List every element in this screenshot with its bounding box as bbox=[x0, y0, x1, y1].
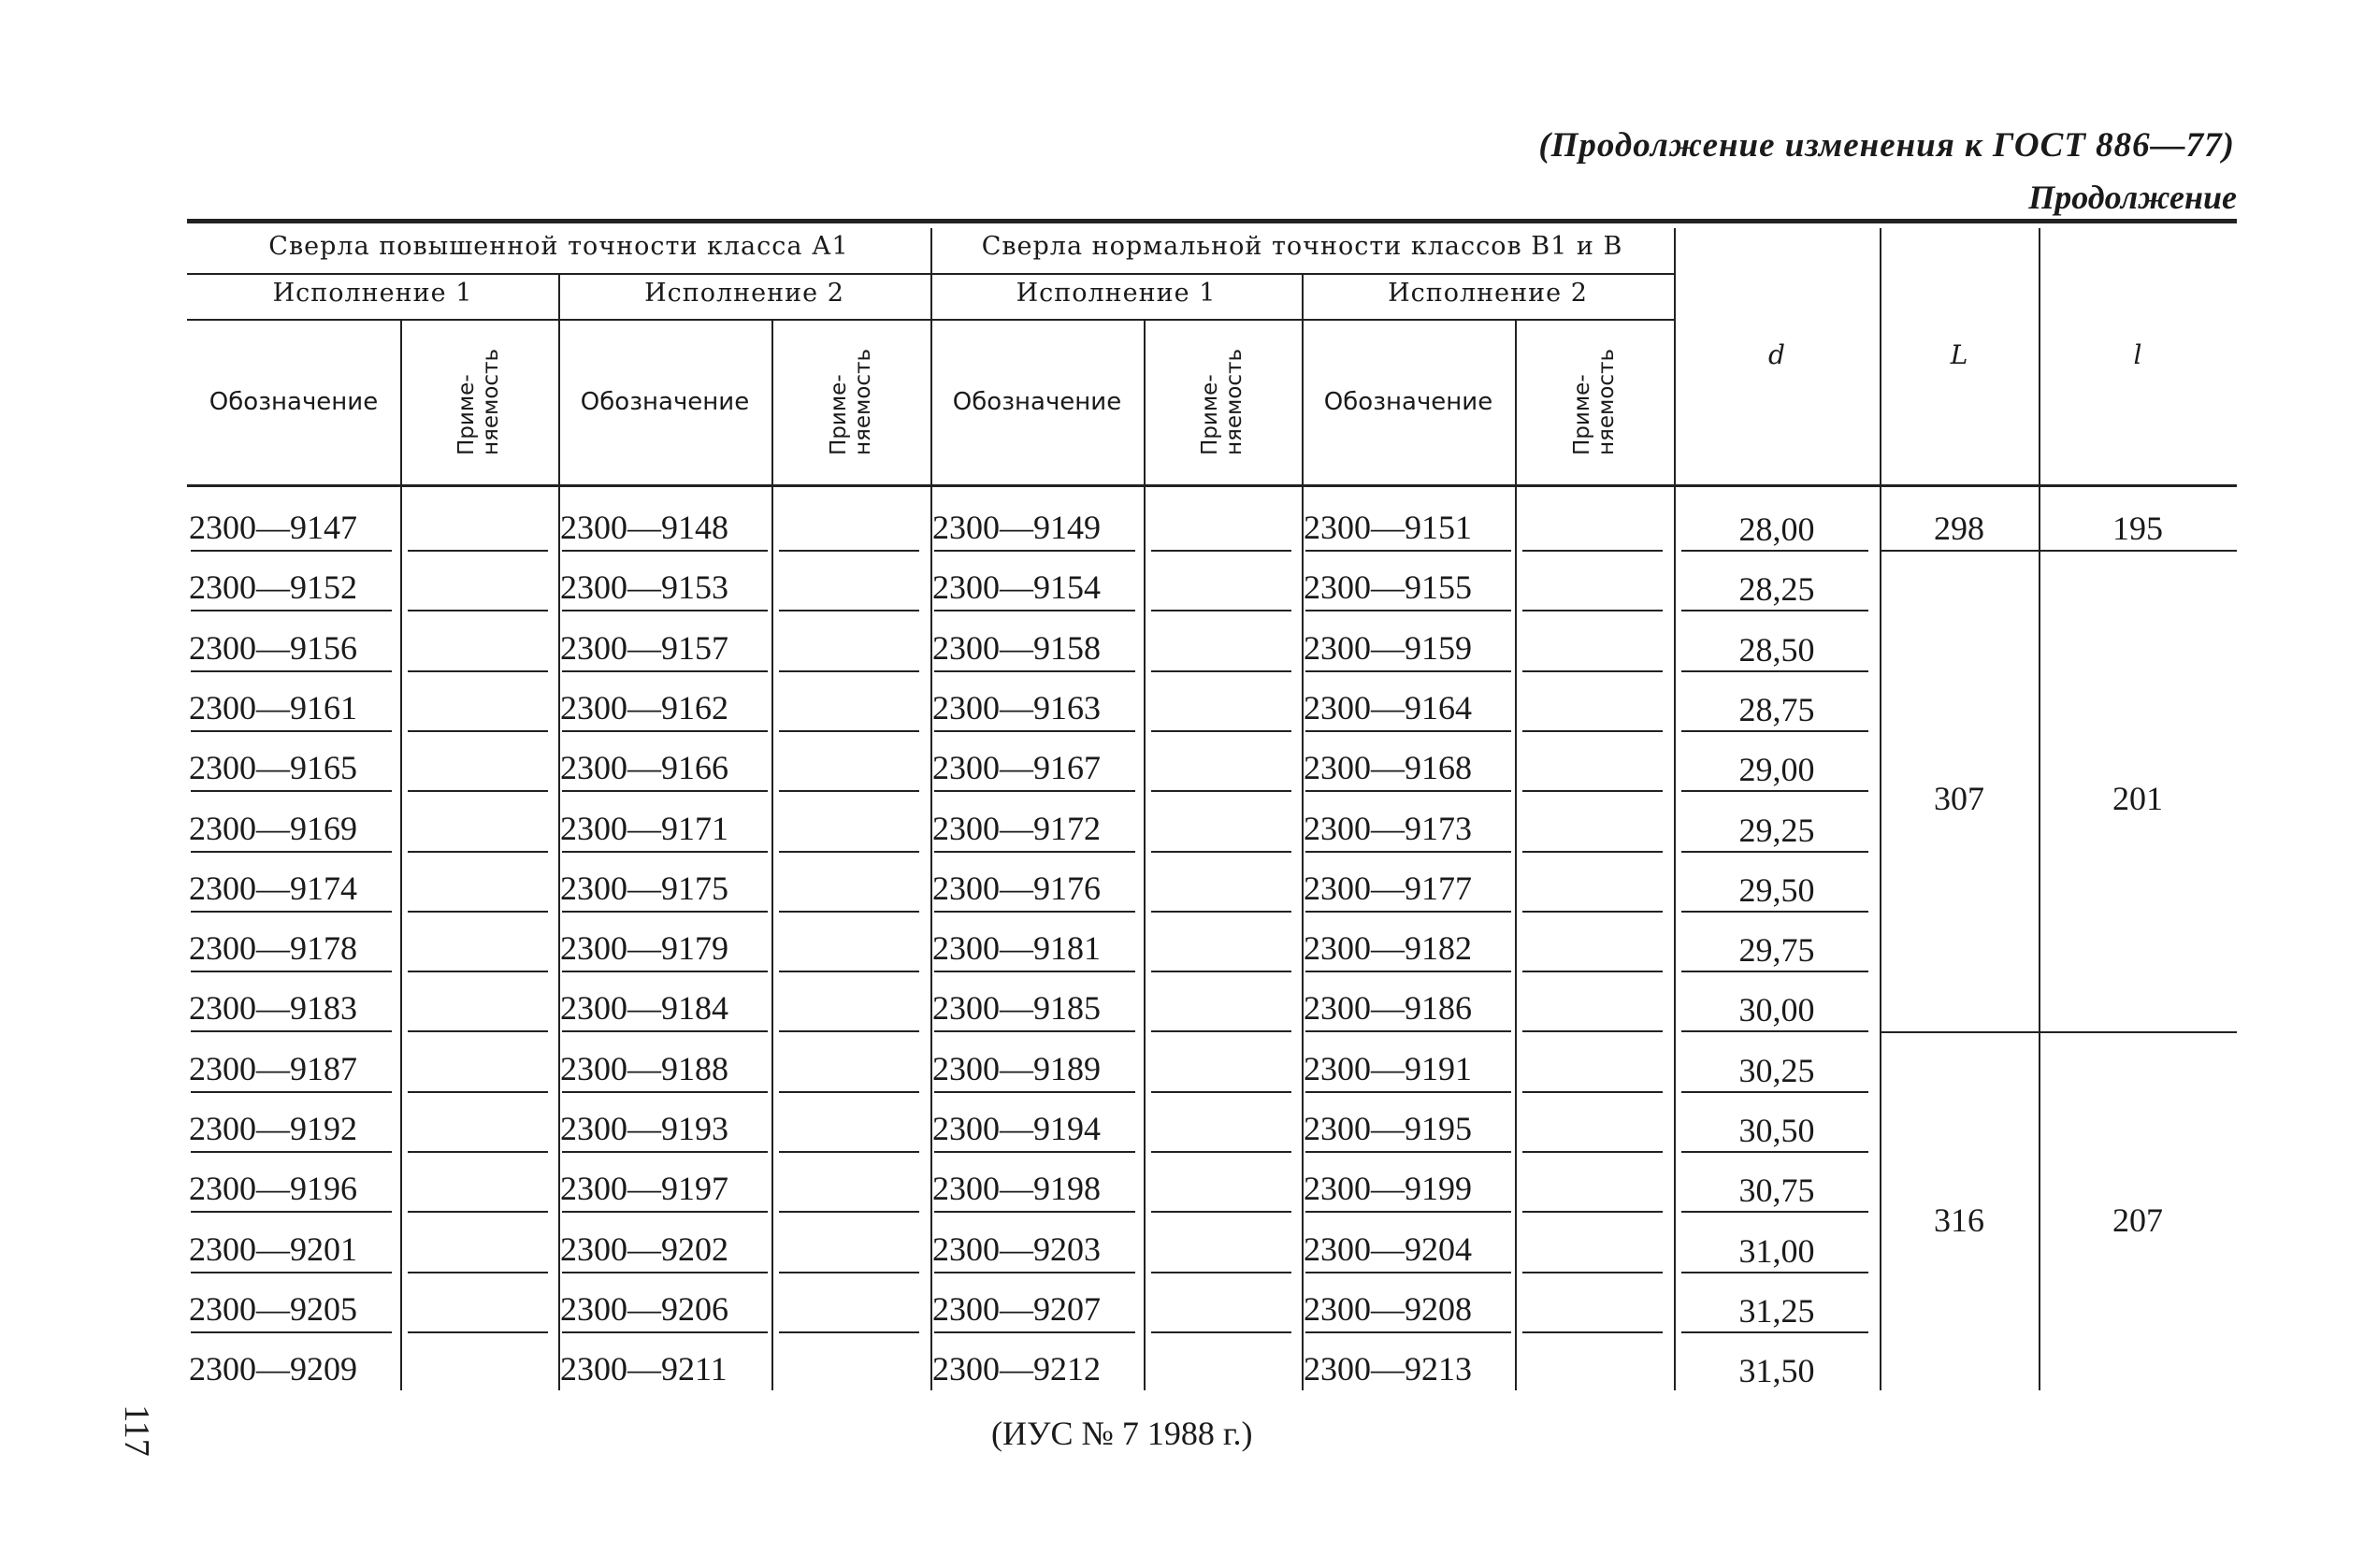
applicability-header-1 bbox=[400, 320, 558, 484]
row-rule bbox=[408, 1211, 548, 1213]
row-rule bbox=[1522, 851, 1663, 853]
row-rule bbox=[1522, 1331, 1663, 1333]
row-rule bbox=[408, 730, 548, 732]
grid-line bbox=[1674, 228, 1676, 1390]
row-rule bbox=[191, 1331, 392, 1333]
row-rule bbox=[1522, 1272, 1663, 1273]
row-rule bbox=[779, 1272, 919, 1273]
row-rule bbox=[562, 1211, 768, 1213]
designation-cell: 2300—9187 bbox=[189, 1049, 357, 1087]
grid-line bbox=[187, 319, 558, 321]
diameter-cell: 31,25 bbox=[1738, 1291, 1815, 1330]
diameter-cell: 29,25 bbox=[1738, 811, 1815, 849]
row-rule bbox=[1305, 550, 1511, 552]
row-rule bbox=[1681, 790, 1868, 792]
diameter-cell: 30,50 bbox=[1738, 1112, 1815, 1149]
row-rule bbox=[1681, 1272, 1868, 1273]
designation-header-3: Обозначение bbox=[952, 388, 1122, 416]
row-rule bbox=[562, 1151, 768, 1153]
total-length-header: L bbox=[1950, 338, 1968, 370]
total-length-cell: 298 bbox=[1934, 510, 1984, 548]
row-rule bbox=[1151, 790, 1291, 792]
row-rule bbox=[1305, 1030, 1511, 1032]
designation-cell: 2300—9208 bbox=[1304, 1289, 1472, 1328]
variant-header-4: Исполнение 2 bbox=[1388, 278, 1588, 308]
working-length-cell: 207 bbox=[2112, 1201, 2163, 1239]
row-rule bbox=[779, 1331, 919, 1333]
applicability-label: Приме- няемость bbox=[1198, 348, 1247, 456]
diameter-header: d bbox=[1768, 338, 1785, 370]
designation-cell: 2300—9184 bbox=[560, 989, 728, 1028]
row-rule bbox=[1681, 1211, 1868, 1213]
diameter-cell: 30,00 bbox=[1738, 991, 1815, 1029]
row-rule bbox=[191, 1091, 392, 1093]
row-rule bbox=[1681, 911, 1868, 913]
row-rule bbox=[1305, 1211, 1511, 1213]
total-length-cell: 307 bbox=[1934, 780, 1984, 818]
designation-header-1: Обозначение bbox=[209, 388, 379, 416]
row-rule bbox=[1305, 670, 1511, 672]
row-rule bbox=[1681, 670, 1868, 672]
row-rule bbox=[562, 971, 768, 972]
row-rule bbox=[1305, 1272, 1511, 1273]
designation-cell: 2300—9152 bbox=[189, 568, 357, 607]
row-rule bbox=[408, 1030, 548, 1032]
row-rule bbox=[1305, 851, 1511, 853]
row-rule bbox=[562, 730, 768, 732]
row-rule bbox=[1305, 610, 1511, 611]
variant-header-2: Исполнение 2 bbox=[644, 278, 844, 308]
row-rule bbox=[1681, 971, 1868, 972]
grid-line bbox=[1302, 319, 1674, 321]
designation-header-4: Обозначение bbox=[1323, 388, 1493, 416]
designation-cell: 2300—9199 bbox=[1304, 1170, 1472, 1208]
designation-cell: 2300—9153 bbox=[560, 568, 728, 607]
applicability-header-3 bbox=[1144, 320, 1302, 484]
designation-cell: 2300—9166 bbox=[560, 749, 728, 787]
designation-cell: 2300—9205 bbox=[189, 1289, 357, 1328]
designation-cell: 2300—9168 bbox=[1304, 749, 1472, 787]
row-rule bbox=[191, 610, 392, 611]
row-rule bbox=[779, 1091, 919, 1093]
row-rule bbox=[1151, 1151, 1291, 1153]
grid-line bbox=[1144, 320, 1146, 1390]
diameter-cell: 28,75 bbox=[1738, 690, 1815, 728]
row-rule bbox=[191, 1151, 392, 1153]
row-rule bbox=[934, 790, 1135, 792]
row-rule bbox=[408, 1272, 548, 1273]
row-rule bbox=[191, 1272, 392, 1273]
source-note: (ИУС № 7 1988 г.) bbox=[991, 1415, 1253, 1452]
diameter-cell: 29,00 bbox=[1738, 751, 1815, 789]
designation-cell: 2300—9201 bbox=[189, 1230, 357, 1268]
diameter-cell: 31,50 bbox=[1738, 1352, 1815, 1390]
designation-cell: 2300—9159 bbox=[1304, 628, 1472, 667]
row-rule bbox=[1681, 1331, 1868, 1333]
row-rule bbox=[191, 911, 392, 913]
designation-cell: 2300—9191 bbox=[1304, 1049, 1472, 1087]
document-title: (Продолжение изменения к ГОСТ 886—77) bbox=[1538, 126, 2235, 165]
row-rule bbox=[1522, 1151, 1663, 1153]
designation-cell: 2300—9193 bbox=[560, 1110, 728, 1147]
designation-cell: 2300—9204 bbox=[1304, 1230, 1472, 1268]
row-rule bbox=[1681, 1030, 1868, 1032]
row-rule bbox=[779, 1211, 919, 1213]
row-rule bbox=[1522, 670, 1663, 672]
row-rule bbox=[562, 1331, 768, 1333]
applicability-label: Приме- няемость bbox=[454, 348, 504, 456]
designation-cell: 2300—9192 bbox=[189, 1110, 357, 1147]
designation-cell: 2300—9151 bbox=[1304, 509, 1472, 546]
working-length-cell: 201 bbox=[2112, 780, 2163, 818]
variant-header-1: Исполнение 1 bbox=[272, 278, 473, 308]
designation-cell: 2300—9197 bbox=[560, 1170, 728, 1208]
row-rule bbox=[191, 1030, 392, 1032]
designation-header-2: Обозначение bbox=[580, 388, 750, 416]
designation-cell: 2300—9161 bbox=[189, 688, 357, 726]
designation-cell: 2300—9175 bbox=[560, 869, 728, 907]
designation-cell: 2300—9206 bbox=[560, 1289, 728, 1328]
row-rule bbox=[408, 670, 548, 672]
grid-line bbox=[400, 320, 402, 1390]
row-rule bbox=[934, 1091, 1135, 1093]
designation-cell: 2300—9176 bbox=[932, 869, 1101, 907]
diameter-cell: 29,75 bbox=[1738, 931, 1815, 970]
row-rule bbox=[779, 550, 919, 552]
working-length-cell: 195 bbox=[2112, 510, 2163, 548]
row-rule bbox=[1681, 730, 1868, 732]
designation-cell: 2300—9157 bbox=[560, 628, 728, 667]
row-rule bbox=[1305, 730, 1511, 732]
row-rule bbox=[1151, 971, 1291, 972]
designation-cell: 2300—9165 bbox=[189, 749, 357, 787]
row-rule bbox=[1681, 610, 1868, 611]
row-rule bbox=[1522, 1211, 1663, 1213]
designation-cell: 2300—9172 bbox=[932, 809, 1101, 847]
row-rule bbox=[779, 670, 919, 672]
row-rule bbox=[779, 730, 919, 732]
designation-cell: 2300—9169 bbox=[189, 809, 357, 847]
row-rule bbox=[191, 670, 392, 672]
row-rule bbox=[779, 971, 919, 972]
grid-line bbox=[771, 320, 773, 1390]
row-rule bbox=[934, 1030, 1135, 1032]
designation-cell: 2300—9185 bbox=[932, 989, 1101, 1028]
row-rule bbox=[1151, 1030, 1291, 1032]
designation-cell: 2300—9213 bbox=[1304, 1350, 1472, 1388]
row-rule bbox=[934, 1272, 1135, 1273]
row-rule bbox=[934, 971, 1135, 972]
designation-cell: 2300—9212 bbox=[932, 1350, 1101, 1388]
row-rule bbox=[408, 851, 548, 853]
continuation-label: Продолжение bbox=[2028, 179, 2237, 216]
row-rule bbox=[934, 550, 1135, 552]
row-rule bbox=[562, 670, 768, 672]
designation-cell: 2300—9148 bbox=[560, 509, 728, 546]
designation-cell: 2300—9171 bbox=[560, 809, 728, 847]
row-rule bbox=[1522, 730, 1663, 732]
designation-cell: 2300—9158 bbox=[932, 628, 1101, 667]
designation-cell: 2300—9209 bbox=[189, 1350, 357, 1388]
row-rule bbox=[408, 971, 548, 972]
table-header-rule bbox=[187, 484, 2237, 487]
designation-cell: 2300—9177 bbox=[1304, 869, 1472, 907]
designation-cell: 2300—9183 bbox=[189, 989, 357, 1028]
applicability-label: Приме- няемость bbox=[1569, 348, 1619, 456]
row-rule bbox=[1151, 1091, 1291, 1093]
row-rule bbox=[408, 1151, 548, 1153]
row-rule bbox=[779, 1030, 919, 1032]
group-header-b1-b: Сверла нормальной точности классов В1 и В bbox=[981, 231, 1623, 261]
row-rule bbox=[1522, 911, 1663, 913]
row-rule bbox=[1151, 550, 1291, 552]
row-rule bbox=[1151, 911, 1291, 913]
designation-cell: 2300—9198 bbox=[932, 1170, 1101, 1208]
row-rule bbox=[934, 1331, 1135, 1333]
total-length-cell: 316 bbox=[1934, 1201, 1984, 1239]
row-rule bbox=[191, 851, 392, 853]
row-rule bbox=[1151, 610, 1291, 611]
row-rule bbox=[1151, 1211, 1291, 1213]
designation-cell: 2300—9167 bbox=[932, 749, 1101, 787]
designation-cell: 2300—9149 bbox=[932, 509, 1101, 546]
row-rule bbox=[779, 911, 919, 913]
diameter-cell: 28,25 bbox=[1738, 570, 1815, 609]
row-rule bbox=[1522, 610, 1663, 611]
row-rule bbox=[1681, 1091, 1868, 1093]
row-rule bbox=[1522, 790, 1663, 792]
row-rule bbox=[562, 851, 768, 853]
designation-cell: 2300—9173 bbox=[1304, 809, 1472, 847]
row-rule bbox=[934, 730, 1135, 732]
designation-cell: 2300—9162 bbox=[560, 688, 728, 726]
designation-cell: 2300—9181 bbox=[932, 929, 1101, 968]
row-rule bbox=[934, 911, 1135, 913]
applicability-label: Приме- няемость bbox=[826, 348, 875, 456]
row-rule bbox=[1522, 1091, 1663, 1093]
row-rule bbox=[1522, 550, 1663, 552]
variant-header-3: Исполнение 1 bbox=[1016, 278, 1217, 308]
page-number: 117 bbox=[117, 1404, 156, 1457]
row-rule bbox=[562, 1030, 768, 1032]
designation-cell: 2300—9194 bbox=[932, 1110, 1101, 1147]
grid-line bbox=[930, 319, 1302, 321]
diameter-cell: 30,75 bbox=[1738, 1172, 1815, 1210]
designation-cell: 2300—9178 bbox=[189, 929, 357, 968]
applicability-header-2 bbox=[771, 320, 930, 484]
diameter-cell: 29,50 bbox=[1738, 870, 1815, 909]
designation-cell: 2300—9211 bbox=[560, 1350, 728, 1388]
row-rule bbox=[1681, 550, 1868, 552]
designation-cell: 2300—9189 bbox=[932, 1049, 1101, 1087]
row-rule bbox=[1305, 1091, 1511, 1093]
row-rule bbox=[562, 790, 768, 792]
row-rule bbox=[562, 610, 768, 611]
row-rule bbox=[191, 971, 392, 972]
designation-cell: 2300—9207 bbox=[932, 1289, 1101, 1328]
row-rule bbox=[408, 550, 548, 552]
row-rule bbox=[1305, 911, 1511, 913]
row-rule bbox=[191, 730, 392, 732]
row-rule bbox=[934, 1211, 1135, 1213]
designation-cell: 2300—9156 bbox=[189, 628, 357, 667]
grid-line bbox=[558, 319, 930, 321]
row-rule bbox=[779, 851, 919, 853]
row-rule bbox=[191, 550, 392, 552]
diameter-cell: 28,50 bbox=[1738, 630, 1815, 669]
row-rule bbox=[934, 610, 1135, 611]
row-rule bbox=[191, 790, 392, 792]
designation-cell: 2300—9195 bbox=[1304, 1110, 1472, 1147]
row-rule bbox=[562, 1091, 768, 1093]
designation-cell: 2300—9147 bbox=[189, 509, 357, 546]
designation-cell: 2300—9186 bbox=[1304, 989, 1472, 1028]
row-rule bbox=[1522, 971, 1663, 972]
row-rule bbox=[1151, 670, 1291, 672]
designation-cell: 2300—9203 bbox=[932, 1230, 1101, 1268]
designation-cell: 2300—9154 bbox=[932, 568, 1101, 607]
row-rule bbox=[562, 550, 768, 552]
group-header-a1: Сверла повышенной точности класса А1 bbox=[268, 231, 849, 261]
designation-cell: 2300—9155 bbox=[1304, 568, 1472, 607]
designation-cell: 2300—9196 bbox=[189, 1170, 357, 1208]
table-top-rule bbox=[187, 219, 2237, 223]
row-rule bbox=[191, 1211, 392, 1213]
row-rule bbox=[1151, 1331, 1291, 1333]
row-rule bbox=[1305, 971, 1511, 972]
row-rule bbox=[562, 1272, 768, 1273]
diameter-cell: 28,00 bbox=[1738, 511, 1815, 548]
diameter-cell: 31,00 bbox=[1738, 1231, 1815, 1270]
row-rule bbox=[934, 1151, 1135, 1153]
row-rule bbox=[1151, 1272, 1291, 1273]
row-rule bbox=[408, 1331, 548, 1333]
row-rule bbox=[1681, 1151, 1868, 1153]
designation-cell: 2300—9179 bbox=[560, 929, 728, 968]
designation-cell: 2300—9188 bbox=[560, 1049, 728, 1087]
row-rule bbox=[1305, 790, 1511, 792]
designation-cell: 2300—9174 bbox=[189, 869, 357, 907]
row-rule bbox=[779, 1151, 919, 1153]
row-rule bbox=[1151, 730, 1291, 732]
designation-cell: 2300—9164 bbox=[1304, 688, 1472, 726]
row-rule bbox=[1305, 1331, 1511, 1333]
row-rule bbox=[1305, 1151, 1511, 1153]
designation-cell: 2300—9202 bbox=[560, 1230, 728, 1268]
row-rule bbox=[934, 851, 1135, 853]
row-rule bbox=[779, 790, 919, 792]
designation-cell: 2300—9182 bbox=[1304, 929, 1472, 968]
row-rule bbox=[934, 670, 1135, 672]
designation-cell: 2300—9163 bbox=[932, 688, 1101, 726]
row-rule bbox=[562, 911, 768, 913]
working-length-header: l bbox=[2133, 338, 2142, 370]
row-rule bbox=[408, 610, 548, 611]
grid-line bbox=[1515, 320, 1517, 1390]
row-rule bbox=[408, 790, 548, 792]
row-rule bbox=[779, 610, 919, 611]
row-rule bbox=[408, 1091, 548, 1093]
row-rule bbox=[1151, 851, 1291, 853]
applicability-header-4 bbox=[1515, 320, 1674, 484]
row-rule bbox=[1681, 851, 1868, 853]
row-rule bbox=[1522, 1030, 1663, 1032]
row-rule bbox=[408, 911, 548, 913]
diameter-cell: 30,25 bbox=[1738, 1051, 1815, 1089]
